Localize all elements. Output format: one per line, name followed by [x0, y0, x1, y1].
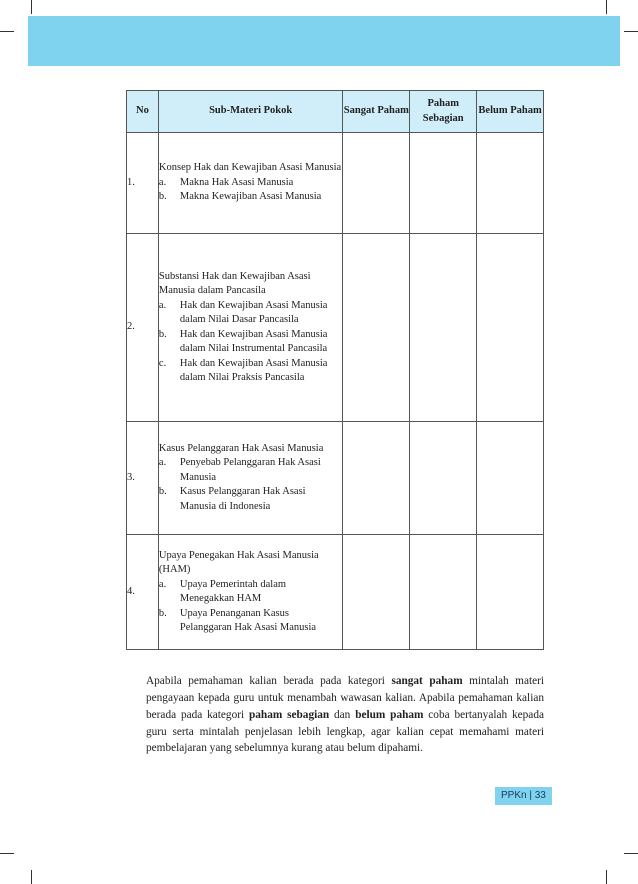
item-letter: a. — [158, 578, 167, 590]
item-letter: a. — [158, 176, 167, 188]
crop-mark — [31, 870, 32, 884]
emphasis-sangat-paham: sangat paham — [391, 675, 463, 688]
item-letter: a. — [158, 457, 167, 469]
header-sangat-paham: Sangat Paham — [343, 91, 410, 133]
row-number: 4. — [127, 535, 159, 650]
item-text: Hak dan Kewajiban Asasi Manusia dalam Nilai Instrumental Pancasila — [179, 328, 328, 354]
sangat-paham-cell[interactable] — [343, 422, 410, 535]
item-letter: b. — [158, 191, 167, 203]
paragraph-text: mintalah materi pengayaan kepada guru untuk menambah wawasan kalian. Apabila pemahaman kalian berada pada kategori — [146, 675, 545, 721]
paham-sebagian-cell[interactable] — [410, 133, 477, 234]
belum-paham-cell[interactable] — [477, 133, 544, 234]
header-no: No — [127, 91, 159, 133]
list-item — [159, 190, 343, 205]
crop-mark — [624, 31, 638, 32]
item-text: Makna Kewajiban Asasi Manusia — [179, 191, 322, 203]
belum-paham-cell[interactable] — [477, 535, 544, 650]
belum-paham-cell[interactable] — [477, 234, 544, 422]
row-number: 2. — [127, 234, 159, 422]
item-letter: c. — [158, 357, 167, 369]
understanding-table — [126, 90, 544, 650]
sangat-paham-cell[interactable] — [343, 535, 410, 650]
sub-materi-title: Kasus Pelanggaran Hak Asasi Manusia — [158, 442, 324, 454]
table-row — [127, 422, 544, 535]
item-letter: b. — [158, 486, 167, 498]
instruction-paragraph — [146, 673, 544, 757]
paham-sebagian-cell[interactable] — [410, 535, 477, 650]
sangat-paham-cell[interactable] — [343, 133, 410, 234]
paragraph-text: coba bertanyalah kepada guru serta mintalah penjelasan lebih lengkap, agar kalian cepat memahami materi pembelajaran yang sebelumnya kurang atau belum dipahami. — [146, 708, 544, 755]
list-item — [159, 357, 343, 386]
paragraph-text: dan — [329, 708, 356, 721]
crop-mark — [0, 853, 14, 854]
item-letter: b. — [158, 328, 167, 340]
crop-mark — [31, 0, 32, 14]
sub-materi-cell — [158, 422, 343, 535]
item-letter: a. — [158, 299, 167, 311]
crop-mark — [624, 853, 638, 854]
list-item — [159, 607, 343, 636]
item-text: Hak dan Kewajiban Asasi Manusia dalam Nilai Dasar Pancasila — [179, 299, 328, 325]
sub-materi-cell — [158, 234, 343, 422]
table-row — [127, 234, 544, 422]
crop-mark — [606, 870, 607, 884]
item-text: Upaya Penanganan Kasus Pelanggaran Hak Asasi Manusia — [179, 607, 317, 633]
page-number-badge: PPKn | 33 — [495, 787, 552, 805]
table-row — [127, 535, 544, 650]
emphasis-belum-paham: belum paham — [355, 708, 424, 721]
item-text: Hak dan Kewajiban Asasi Manusia dalam Nilai Praksis Pancasila — [179, 357, 328, 383]
sub-materi-title: Konsep Hak dan Kewajiban Asasi Manusia — [158, 162, 342, 174]
sub-materi-title: Upaya Penegakan Hak Asasi Manusia (HAM) — [158, 549, 319, 575]
header-paham-sebagian: Paham Sebagian — [410, 91, 477, 133]
header-sub-materi: Sub-Materi Pokok — [158, 91, 343, 133]
emphasis-paham-sebagian: paham sebagian — [248, 708, 330, 721]
header-banner — [28, 16, 620, 66]
list-item — [159, 176, 343, 191]
paragraph-text: Apabila pemahaman kalian berada pada kategori — [146, 675, 392, 688]
crop-mark — [606, 0, 607, 14]
item-text: Upaya Pemerintah dalam Menegakkan HAM — [179, 578, 287, 604]
header-belum-paham: Belum Paham — [477, 91, 544, 133]
list-item — [159, 328, 343, 357]
crop-mark — [0, 31, 14, 32]
sub-materi-title: Substansi Hak dan Kewajiban Asasi Manusia dalam Pancasila — [158, 270, 311, 296]
row-number: 3. — [127, 422, 159, 535]
item-text: Kasus Pelanggaran Hak Asasi Manusia di Indonesia — [179, 486, 306, 512]
list-item — [159, 456, 343, 485]
row-number: 1. — [127, 133, 159, 234]
list-item — [159, 485, 343, 514]
item-text: Penyebab Pelanggaran Hak Asasi Manusia — [179, 457, 321, 483]
paham-sebagian-cell[interactable] — [410, 422, 477, 535]
item-text: Makna Hak Asasi Manusia — [179, 176, 294, 188]
item-letter: b. — [158, 607, 167, 619]
list-item — [159, 578, 343, 607]
list-item — [159, 299, 343, 328]
belum-paham-cell[interactable] — [477, 422, 544, 535]
table-row — [127, 133, 544, 234]
table-header-row — [127, 91, 544, 133]
paham-sebagian-cell[interactable] — [410, 234, 477, 422]
sub-materi-cell — [158, 535, 343, 650]
sangat-paham-cell[interactable] — [343, 234, 410, 422]
sub-materi-cell — [158, 133, 343, 234]
